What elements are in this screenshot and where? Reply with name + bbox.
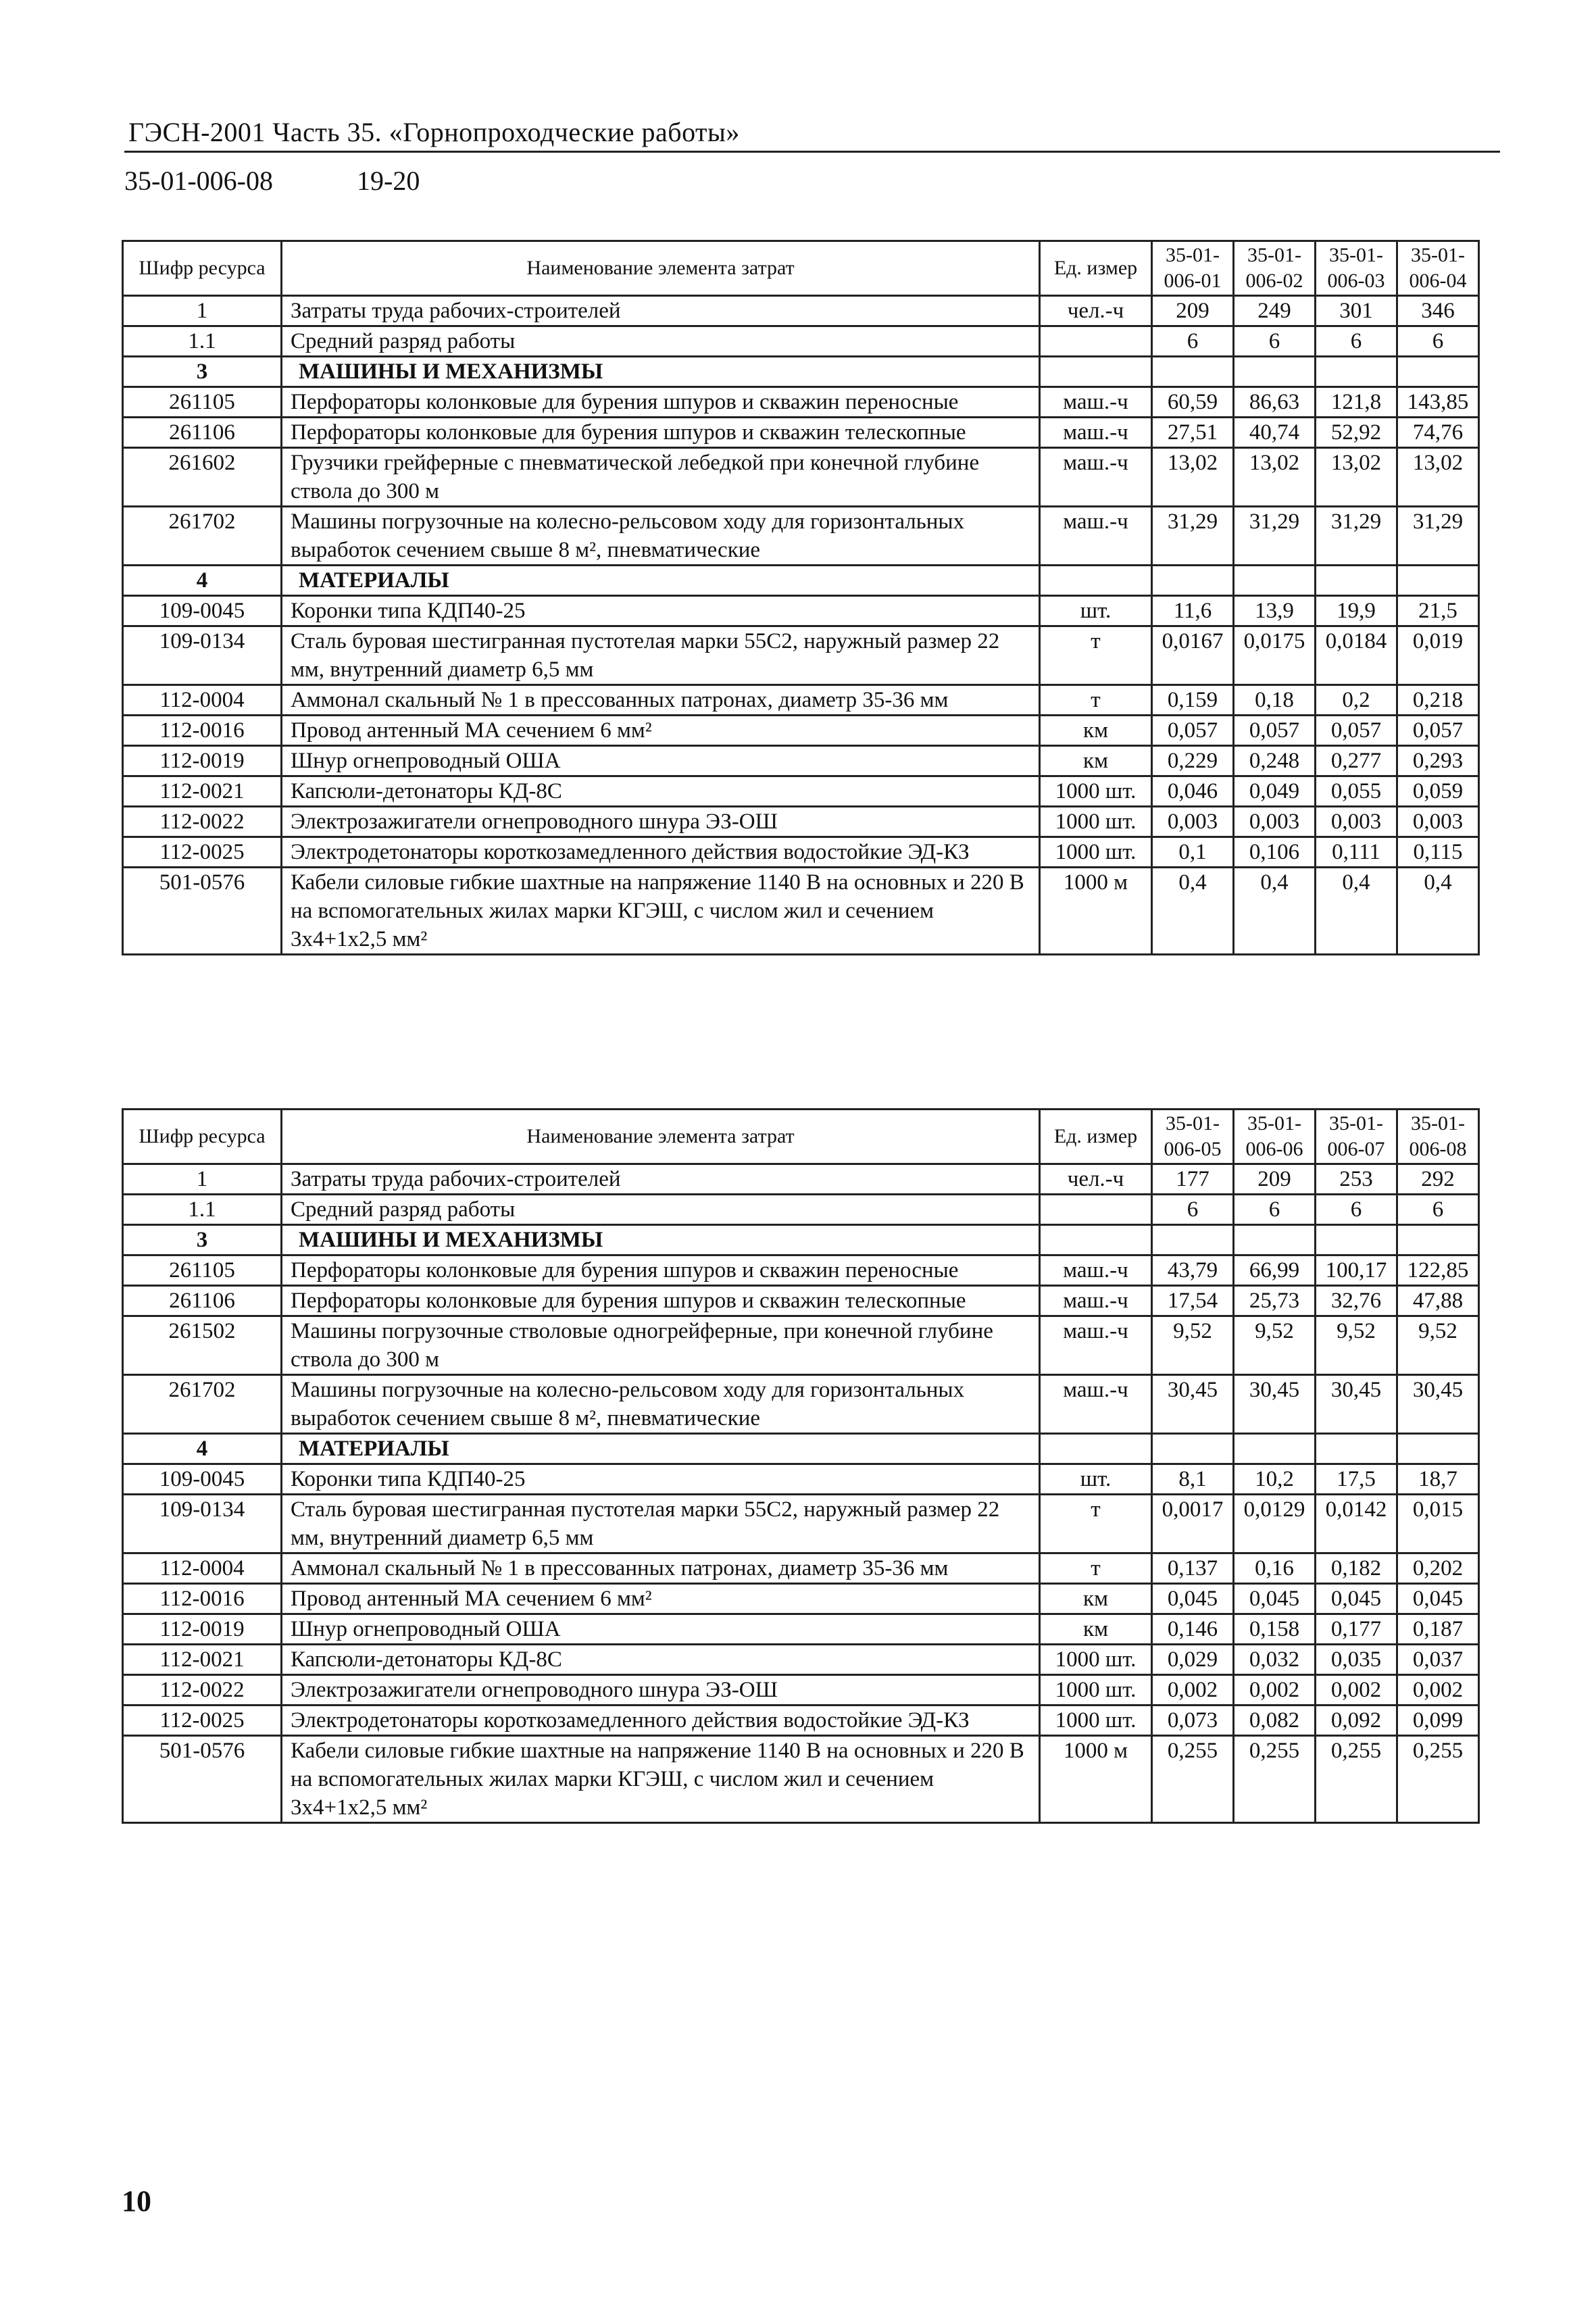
value-cell: 18,7 [1397,1464,1479,1495]
value-cell: 0,045 [1234,1584,1316,1614]
table-row [123,418,1479,448]
value-cell: 0,0129 [1234,1495,1316,1553]
value-cell: 9,52 [1397,1316,1479,1375]
resource-code-cell: 261106 [123,418,282,448]
unit-cell [1040,326,1152,357]
table-body [123,296,1479,955]
value-cell: 13,02 [1397,448,1479,507]
value-cell [1152,1225,1234,1255]
table-row [123,716,1479,746]
value-cell [1397,1434,1479,1464]
value-cell [1234,566,1316,596]
value-cell [1234,1434,1316,1464]
unit-cell [1040,566,1152,596]
resource-name-cell: Коронки типа КДП40-25 [282,596,1040,626]
value-cell: 121,8 [1316,387,1397,418]
resource-code-cell: 112-0019 [123,1614,282,1645]
resource-name-cell: Шнур огнепроводный ОША [282,1614,1040,1645]
value-cell: 31,29 [1152,507,1234,566]
resource-code-cell: 501-0576 [123,868,282,955]
resource-code-cell: 261702 [123,507,282,566]
value-cell: 43,79 [1152,1255,1234,1286]
resource-name-cell: Электродетонаторы короткозамедленного действия водостойкие ЭД-КЗ [282,837,1040,868]
resource-code-cell: 261106 [123,1286,282,1316]
resource-code-cell: 261502 [123,1316,282,1375]
value-cell: 0,248 [1234,746,1316,776]
table-row [123,1286,1479,1316]
resource-code-cell: 112-0004 [123,1553,282,1584]
table-row [123,1706,1479,1736]
value-cell: 0,057 [1152,716,1234,746]
table-row [123,296,1479,326]
resource-name-cell: Средний разряд работы [282,326,1040,357]
resource-name-cell: Электродетонаторы короткозамедленного действия водостойкие ЭД-КЗ [282,1706,1040,1736]
column-header-norm: 35-01-006-07 [1316,1110,1397,1164]
value-cell: 0,057 [1316,716,1397,746]
column-header-norm: 35-01-006-01 [1152,241,1234,296]
value-cell: 17,54 [1152,1286,1234,1316]
unit-cell: 1000 шт. [1040,1706,1152,1736]
table-row [123,1495,1479,1553]
value-cell: 13,02 [1234,448,1316,507]
value-cell: 6 [1316,326,1397,357]
unit-cell: т [1040,1495,1152,1553]
table-row [123,1736,1479,1823]
unit-cell [1040,1225,1152,1255]
value-cell: 0,0184 [1316,626,1397,685]
value-cell: 0,4 [1234,868,1316,955]
value-cell: 0,277 [1316,746,1397,776]
resource-code-cell: 112-0004 [123,685,282,716]
unit-cell: км [1040,1614,1152,1645]
resource-code-cell: 1 [123,296,282,326]
resource-name-cell: Перфораторы колонковые для бурения шпуров и скважин телескопные [282,418,1040,448]
unit-cell: км [1040,716,1152,746]
value-cell: 0,16 [1234,1553,1316,1584]
resource-name-cell: Перфораторы колонковые для бурения шпуров и скважин телескопные [282,1286,1040,1316]
resource-name-cell: МАТЕРИАЛЫ [282,566,1040,596]
value-cell: 6 [1152,1195,1234,1225]
value-cell: 30,45 [1152,1375,1234,1434]
value-cell: 13,9 [1234,596,1316,626]
value-cell [1397,357,1479,387]
unit-cell: 1000 м [1040,1736,1152,1823]
unit-cell: т [1040,1553,1152,1584]
unit-cell: маш.-ч [1040,418,1152,448]
value-cell: 31,29 [1234,507,1316,566]
unit-cell: маш.-ч [1040,1375,1152,1434]
table-row [123,837,1479,868]
value-cell: 0,019 [1397,626,1479,685]
value-cell: 0,045 [1152,1584,1234,1614]
unit-cell: 1000 шт. [1040,837,1152,868]
resource-name-cell: Капсюли-детонаторы КД-8С [282,1645,1040,1675]
value-cell: 0,073 [1152,1706,1234,1736]
table-row [123,1614,1479,1645]
column-header-norm: 35-01-006-05 [1152,1110,1234,1164]
value-cell: 0,003 [1234,807,1316,837]
value-cell: 0,092 [1316,1706,1397,1736]
resource-name-cell: Средний разряд работы [282,1195,1040,1225]
value-cell: 9,52 [1316,1316,1397,1375]
value-cell [1152,566,1234,596]
value-cell: 209 [1234,1164,1316,1195]
table-row [123,1255,1479,1286]
table-row [123,448,1479,507]
value-cell: 0,003 [1316,807,1397,837]
value-cell: 0,4 [1152,868,1234,955]
value-cell: 292 [1397,1164,1479,1195]
resource-code-cell: 261105 [123,387,282,418]
value-cell: 47,88 [1397,1286,1479,1316]
value-cell: 0,082 [1234,1706,1316,1736]
page-number: 10 [122,2185,151,2218]
value-cell: 0,255 [1152,1736,1234,1823]
table-body [123,1164,1479,1823]
value-cell: 0,0175 [1234,626,1316,685]
value-cell: 301 [1316,296,1397,326]
resource-code-cell: 112-0022 [123,807,282,837]
resource-code-cell: 109-0134 [123,1495,282,1553]
value-cell: 31,29 [1316,507,1397,566]
value-cell [1397,1225,1479,1255]
value-cell: 253 [1316,1164,1397,1195]
unit-cell: 1000 шт. [1040,807,1152,837]
value-cell: 0,045 [1397,1584,1479,1614]
value-cell: 0,182 [1316,1553,1397,1584]
table-row [123,776,1479,807]
value-cell: 0,057 [1397,716,1479,746]
unit-cell: 1000 шт. [1040,1645,1152,1675]
value-cell: 0,003 [1397,807,1479,837]
unit-cell: шт. [1040,1464,1152,1495]
value-cell: 346 [1397,296,1479,326]
value-cell: 6 [1152,326,1234,357]
resource-table-2 [122,1108,1480,1824]
header-divider [124,151,1500,153]
resource-code-cell: 112-0021 [123,1645,282,1675]
column-header-unit: Ед. измер [1040,241,1152,296]
resource-code-cell: 112-0019 [123,746,282,776]
resource-code-cell: 3 [123,1225,282,1255]
column-header-unit: Ед. измер [1040,1110,1152,1164]
value-cell: 74,76 [1397,418,1479,448]
table-row [123,387,1479,418]
table-row [123,1195,1479,1225]
table-row [123,807,1479,837]
value-cell: 0,037 [1397,1645,1479,1675]
value-cell: 0,111 [1316,837,1397,868]
resource-name-cell: МАШИНЫ И МЕХАНИЗМЫ [282,1225,1040,1255]
value-cell: 0,057 [1234,716,1316,746]
value-cell: 30,45 [1397,1375,1479,1434]
resource-code-cell: 261702 [123,1375,282,1434]
value-cell: 10,2 [1234,1464,1316,1495]
resource-code-cell: 1.1 [123,326,282,357]
resource-name-cell: Затраты труда рабочих-строителей [282,296,1040,326]
value-cell [1234,357,1316,387]
resource-code-cell: 109-0045 [123,1464,282,1495]
value-cell: 9,52 [1152,1316,1234,1375]
value-cell: 13,02 [1316,448,1397,507]
resource-code-cell: 3 [123,357,282,387]
column-header-norm: 35-01-006-08 [1397,1110,1479,1164]
table-header-row [123,241,1479,296]
table-row [123,868,1479,955]
unit-cell: 1000 м [1040,868,1152,955]
unit-cell: т [1040,685,1152,716]
value-cell: 100,17 [1316,1255,1397,1286]
resource-name-cell: Сталь буровая шестигранная пустотелая марки 55С2, наружный размер 22 мм, внутренний диаметр 6,5 мм [282,1495,1040,1553]
unit-cell [1040,357,1152,387]
value-cell: 0,029 [1152,1645,1234,1675]
column-header-norm: 35-01-006-02 [1234,241,1316,296]
value-cell: 0,159 [1152,685,1234,716]
value-cell: 25,73 [1234,1286,1316,1316]
unit-cell: чел.-ч [1040,1164,1152,1195]
resource-name-cell: Провод антенный МА сечением 6 мм² [282,716,1040,746]
unit-cell: 1000 шт. [1040,1675,1152,1706]
resource-code-cell: 109-0045 [123,596,282,626]
value-cell: 0,045 [1316,1584,1397,1614]
value-cell [1397,566,1479,596]
resource-code-cell: 112-0022 [123,1675,282,1706]
value-cell: 0,229 [1152,746,1234,776]
table-row [123,596,1479,626]
resource-code-cell: 4 [123,1434,282,1464]
table-row [123,507,1479,566]
resource-table-1 [122,240,1480,955]
unit-cell [1040,1434,1152,1464]
value-cell [1234,1225,1316,1255]
value-cell: 177 [1152,1164,1234,1195]
column-header-norm: 35-01-006-04 [1397,241,1479,296]
value-cell: 31,29 [1397,507,1479,566]
resource-name-cell: Электрозажигатели огнепроводного шнура ЭЗ-ОШ [282,807,1040,837]
value-cell: 0,2 [1316,685,1397,716]
resource-name-cell: Сталь буровая шестигранная пустотелая марки 55С2, наружный размер 22 мм, внутренний диаметр 6,5 мм [282,626,1040,685]
resource-name-cell: Затраты труда рабочих-строителей [282,1164,1040,1195]
table-row [123,746,1479,776]
resource-name-cell: Машины погрузочные на колесно-рельсовом ходу для горизонтальных выработок сечением свыше 8 м², пневматические [282,1375,1040,1434]
value-cell: 86,63 [1234,387,1316,418]
value-cell: 249 [1234,296,1316,326]
resource-code-cell: 261602 [123,448,282,507]
value-cell: 0,015 [1397,1495,1479,1553]
value-cell: 30,45 [1234,1375,1316,1434]
value-cell: 0,002 [1397,1675,1479,1706]
value-cell: 0,035 [1316,1645,1397,1675]
value-cell: 66,99 [1234,1255,1316,1286]
value-cell: 0,049 [1234,776,1316,807]
resource-code-cell: 112-0025 [123,1706,282,1736]
value-cell: 9,52 [1234,1316,1316,1375]
value-cell: 0,255 [1397,1736,1479,1823]
column-header-norm: 35-01-006-06 [1234,1110,1316,1164]
resource-code-cell: 112-0016 [123,716,282,746]
resource-name-cell: Провод антенный МА сечением 6 мм² [282,1584,1040,1614]
value-cell [1316,566,1397,596]
table-row [123,1675,1479,1706]
value-cell: 0,1 [1152,837,1234,868]
table-header-row [123,1110,1479,1164]
value-cell: 143,85 [1397,387,1479,418]
value-cell: 0,255 [1316,1736,1397,1823]
unit-cell: 1000 шт. [1040,776,1152,807]
value-cell: 0,255 [1234,1736,1316,1823]
resource-name-cell: Электрозажигатели огнепроводного шнура ЭЗ-ОШ [282,1675,1040,1706]
value-cell: 0,218 [1397,685,1479,716]
value-cell: 0,099 [1397,1706,1479,1736]
unit-cell: маш.-ч [1040,1316,1152,1375]
table-row [123,1584,1479,1614]
unit-cell: маш.-ч [1040,448,1152,507]
value-cell: 0,4 [1316,868,1397,955]
value-cell: 0,115 [1397,837,1479,868]
resource-name-cell: Коронки типа КДП40-25 [282,1464,1040,1495]
resource-code-cell: 112-0025 [123,837,282,868]
table-row [123,626,1479,685]
value-cell: 0,137 [1152,1553,1234,1584]
value-cell: 0,032 [1234,1645,1316,1675]
norm-code: 35-01-006-08 [124,166,273,196]
table-row [123,1316,1479,1375]
unit-cell: маш.-ч [1040,507,1152,566]
resource-name-cell: Аммонал скальный № 1 в прессованных патронах, диаметр 35-36 мм [282,685,1040,716]
unit-cell: маш.-ч [1040,1286,1152,1316]
column-header-code: Шифр ресурса [123,241,282,296]
value-cell: 0,146 [1152,1614,1234,1645]
resource-name-cell: Перфораторы колонковые для бурения шпуров и скважин переносные [282,1255,1040,1286]
value-cell: 122,85 [1397,1255,1479,1286]
section-row [123,357,1479,387]
value-cell: 6 [1397,326,1479,357]
value-cell: 17,5 [1316,1464,1397,1495]
resource-name-cell: Машины погрузочные стволовые одногрейферные, при конечной глубине ствола до 300 м [282,1316,1040,1375]
value-cell: 60,59 [1152,387,1234,418]
value-cell: 30,45 [1316,1375,1397,1434]
resource-name-cell: Машины погрузочные на колесно-рельсовом ходу для горизонтальных выработок сечением свыше 8 м², пневматические [282,507,1040,566]
value-cell: 6 [1234,1195,1316,1225]
resource-name-cell: Шнур огнепроводный ОША [282,746,1040,776]
resource-name-cell: Кабели силовые гибкие шахтные на напряжение 1140 В на основных и 220 В на вспомогательных жилах марки КГЭШ, с числом жил и сечением 3х4+1х2,5 мм² [282,1736,1040,1823]
value-cell: 0,003 [1152,807,1234,837]
page-title: ГЭСН-2001 Часть 35. «Горнопроходческие работы» [128,117,740,147]
value-cell: 0,202 [1397,1553,1479,1584]
value-cell: 6 [1234,326,1316,357]
resource-name-cell: Капсюли-детонаторы КД-8С [282,776,1040,807]
column-header-code: Шифр ресурса [123,1110,282,1164]
resource-code-cell: 112-0016 [123,1584,282,1614]
value-cell [1316,1225,1397,1255]
value-cell: 0,106 [1234,837,1316,868]
column-header-name: Наименование элемента затрат [282,241,1040,296]
column-header-name: Наименование элемента затрат [282,1110,1040,1164]
value-cell: 40,74 [1234,418,1316,448]
resource-code-cell: 4 [123,566,282,596]
value-cell [1152,1434,1234,1464]
unit-cell: маш.-ч [1040,387,1152,418]
section-row [123,1434,1479,1464]
value-cell: 0,158 [1234,1614,1316,1645]
table-row [123,685,1479,716]
unit-cell: км [1040,1584,1152,1614]
value-cell: 0,002 [1234,1675,1316,1706]
resource-name-cell: Перфораторы колонковые для бурения шпуров и скважин переносные [282,387,1040,418]
value-cell: 0,177 [1316,1614,1397,1645]
unit-cell: т [1040,626,1152,685]
value-cell: 6 [1316,1195,1397,1225]
resource-code-cell: 109-0134 [123,626,282,685]
table-row [123,326,1479,357]
value-cell: 0,046 [1152,776,1234,807]
value-cell: 0,002 [1152,1675,1234,1706]
value-cell: 0,0142 [1316,1495,1397,1553]
table-row [123,1645,1479,1675]
resource-code-cell: 112-0021 [123,776,282,807]
resource-code-cell: 501-0576 [123,1736,282,1823]
value-cell: 8,1 [1152,1464,1234,1495]
value-cell: 0,18 [1234,685,1316,716]
value-cell: 0,187 [1397,1614,1479,1645]
table-row [123,1375,1479,1434]
unit-cell: маш.-ч [1040,1255,1152,1286]
value-cell: 27,51 [1152,418,1234,448]
resource-name-cell: Кабели силовые гибкие шахтные на напряжение 1140 В на основных и 220 В на вспомогательных жилах марки КГЭШ, с числом жил и сечением 3х4+1х2,5 мм² [282,868,1040,955]
value-cell: 0,055 [1316,776,1397,807]
value-cell [1316,357,1397,387]
value-cell: 21,5 [1397,596,1479,626]
value-cell: 0,0167 [1152,626,1234,685]
value-cell: 0,293 [1397,746,1479,776]
value-cell: 0,4 [1397,868,1479,955]
resource-name-cell: Аммонал скальный № 1 в прессованных патронах, диаметр 35-36 мм [282,1553,1040,1584]
unit-cell: чел.-ч [1040,296,1152,326]
resource-name-cell: МАШИНЫ И МЕХАНИЗМЫ [282,357,1040,387]
column-header-norm: 35-01-006-03 [1316,241,1397,296]
table-row [123,1464,1479,1495]
resource-name-cell: Грузчики грейферные с пневматической лебедкой при конечной глубине ствола до 300 м [282,448,1040,507]
table-row [123,1164,1479,1195]
value-cell: 32,76 [1316,1286,1397,1316]
value-cell [1152,357,1234,387]
section-row [123,566,1479,596]
section-row [123,1225,1479,1255]
table-row [123,1553,1479,1584]
value-cell: 19,9 [1316,596,1397,626]
page-range: 19-20 [357,166,420,196]
value-cell: 0,0017 [1152,1495,1234,1553]
unit-cell: км [1040,746,1152,776]
value-cell: 13,02 [1152,448,1234,507]
resource-name-cell: МАТЕРИАЛЫ [282,1434,1040,1464]
value-cell: 52,92 [1316,418,1397,448]
resource-code-cell: 1 [123,1164,282,1195]
value-cell [1316,1434,1397,1464]
resource-code-cell: 1.1 [123,1195,282,1225]
value-cell: 0,002 [1316,1675,1397,1706]
value-cell: 209 [1152,296,1234,326]
resource-code-cell: 261105 [123,1255,282,1286]
value-cell: 11,6 [1152,596,1234,626]
value-cell: 0,059 [1397,776,1479,807]
unit-cell: шт. [1040,596,1152,626]
unit-cell [1040,1195,1152,1225]
value-cell: 6 [1397,1195,1479,1225]
